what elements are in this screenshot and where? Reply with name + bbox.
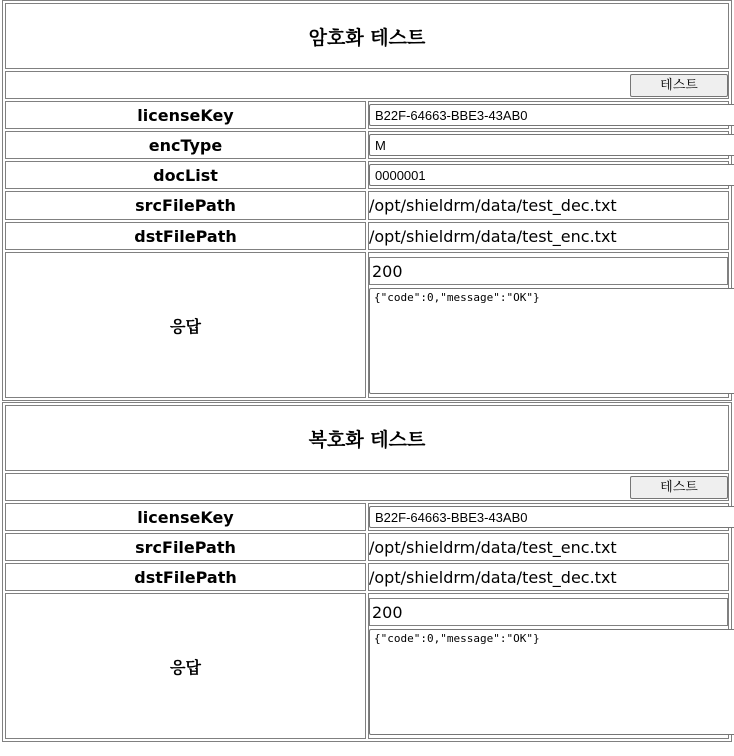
encrypt-response-status: 200	[369, 257, 728, 285]
encrypt-response-label: 응답	[5, 252, 366, 398]
encrypt-srcfilepath-label: srcFilePath	[5, 191, 366, 220]
decrypt-licensekey-label: licenseKey	[5, 503, 366, 531]
decrypt-response-label: 응답	[5, 593, 366, 739]
decrypt-response-body[interactable]	[369, 629, 734, 735]
encrypt-enctype-input[interactable]	[369, 134, 734, 156]
decrypt-dstfilepath-label: dstFilePath	[5, 563, 366, 591]
encrypt-test-button[interactable]: 테스트	[630, 74, 728, 97]
decrypt-licensekey-input[interactable]	[369, 506, 734, 528]
encrypt-title: 암호화 테스트	[5, 3, 729, 69]
encrypt-enctype-label: encType	[5, 131, 366, 159]
decrypt-dstfilepath-value: /opt/shieldrm/data/test_dec.txt	[368, 563, 729, 591]
decrypt-test-button[interactable]: 테스트	[630, 476, 728, 499]
encrypt-dstfilepath-label: dstFilePath	[5, 222, 366, 250]
encrypt-licensekey-label: licenseKey	[5, 101, 366, 129]
decrypt-title: 복호화 테스트	[5, 405, 729, 471]
decrypt-srcfilepath-label: srcFilePath	[5, 533, 366, 561]
encrypt-srcfilepath-value: /opt/shieldrm/data/test_dec.txt	[368, 191, 729, 220]
encrypt-licensekey-input[interactable]	[369, 104, 734, 126]
encrypt-doclist-input[interactable]	[369, 164, 734, 186]
decrypt-response-status: 200	[369, 598, 728, 626]
encrypt-section	[2, 0, 732, 401]
decrypt-section	[2, 402, 732, 742]
encrypt-response-body[interactable]	[369, 288, 734, 394]
decrypt-srcfilepath-value: /opt/shieldrm/data/test_enc.txt	[368, 533, 729, 561]
encrypt-doclist-label: docList	[5, 161, 366, 189]
encrypt-dstfilepath-value: /opt/shieldrm/data/test_enc.txt	[368, 222, 729, 250]
